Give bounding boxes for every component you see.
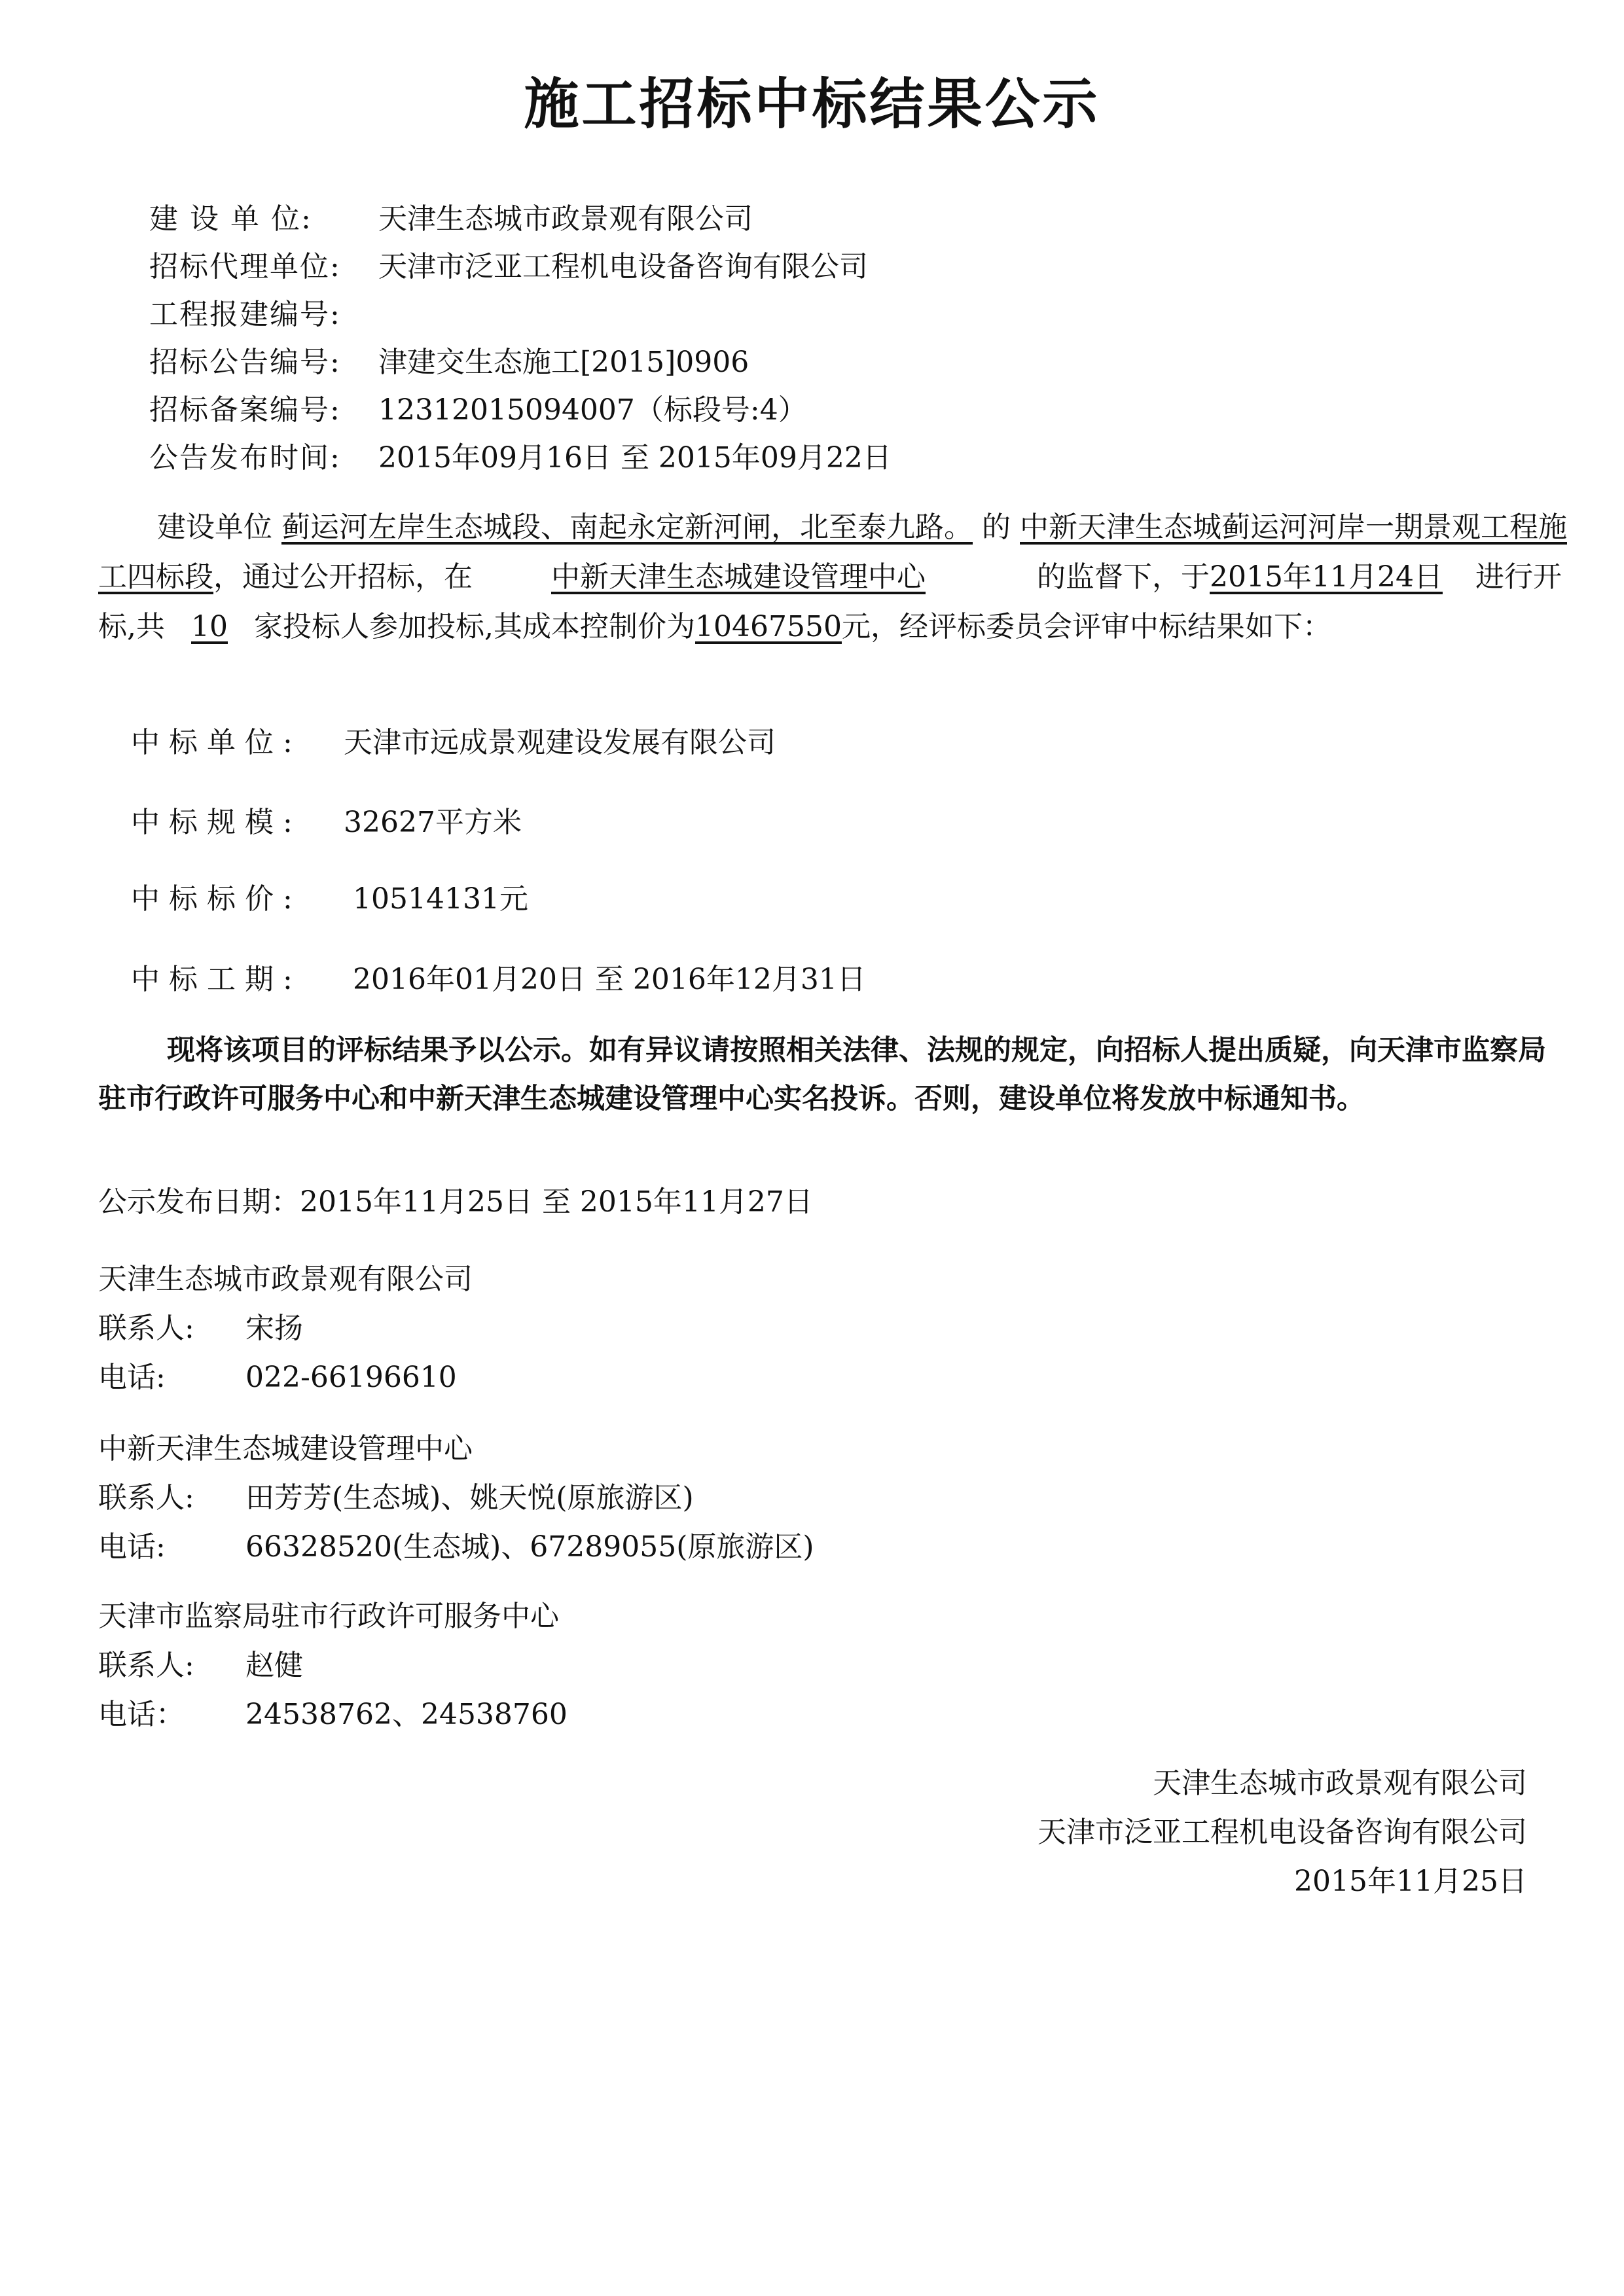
- contact-phone-row: [98, 1691, 568, 1732]
- contact-person: 宋扬: [245, 1312, 303, 1345]
- result-label: 中标标价:: [131, 882, 302, 916]
- result-value: 32627平方米: [344, 806, 522, 839]
- contact-phone: 24538762、24538760: [245, 1698, 568, 1731]
- contact-phone: 022-66196610: [245, 1361, 457, 1394]
- info-row-notice-no: [149, 338, 749, 380]
- result-row-period: [131, 956, 866, 997]
- opening-date: 2015年11月24日: [1210, 560, 1443, 594]
- project-name: 中新天津生态城蓟运河河岸一期景观工程施工四标段: [98, 511, 1567, 594]
- contact-person-label: 联系人:: [98, 1649, 194, 1682]
- text-fragment: 家投标人参加投标,其成本控制价为: [254, 610, 695, 643]
- text-fragment: 的监督下，于: [1037, 560, 1210, 594]
- contact-person-row: [98, 1304, 303, 1346]
- text-fragment: 的: [982, 511, 1011, 544]
- info-value: 12312015094007（标段号:4）: [378, 393, 807, 427]
- contact-org: 天津生态城市政景观有限公司: [98, 1263, 473, 1296]
- result-row-winner: [131, 719, 776, 761]
- contact-phone: 66328520(生态城)、67289055(原旅游区): [245, 1530, 814, 1564]
- contact-phone-row: [98, 1523, 814, 1565]
- result-label: 中标单位:: [131, 726, 302, 759]
- result-value: 10514131元: [344, 882, 528, 916]
- contact-person: 田芳芳(生态城)、姚天悦(原旅游区): [245, 1481, 694, 1515]
- info-row-record-no: [149, 386, 807, 428]
- result-row-scale: [131, 798, 522, 840]
- signature-date: 2015年11月25日: [1294, 1865, 1527, 1898]
- contact-phone-label: 电话:: [98, 1361, 166, 1394]
- info-row-agent: [149, 243, 868, 285]
- supervising-agency: 中新天津生态城建设管理中心: [551, 560, 926, 594]
- info-value: 天津生态城市政景观有限公司: [378, 202, 753, 236]
- info-row-project-no: [149, 291, 378, 332]
- text-fragment: 进行开标,共: [98, 560, 1562, 643]
- contact-org: 中新天津生态城建设管理中心: [98, 1432, 473, 1465]
- contact-person-label: 联系人:: [98, 1312, 194, 1345]
- info-label: 建 设 单 位:: [149, 202, 312, 236]
- text-fragment: ，通过公开招标，在: [213, 560, 473, 594]
- bidder-count: 10: [191, 610, 228, 643]
- text-fragment: 建设单位: [157, 511, 272, 544]
- contact-phone-row: [98, 1354, 457, 1395]
- text-fragment: 元，经评标委员会评审中标结果如下：: [841, 610, 1331, 643]
- info-label: 招标代理单位:: [149, 250, 341, 283]
- page-title: 施工招标中标结果公示: [524, 72, 1100, 136]
- result-label: 中标规模:: [131, 806, 302, 839]
- info-label: 招标公告编号:: [149, 346, 341, 379]
- publish-date: 公示发布日期：2015年11月25日 至 2015年11月27日: [98, 1185, 813, 1219]
- info-label: 招标备案编号:: [149, 393, 341, 427]
- cost-control-price: 10467550: [695, 610, 842, 643]
- contact-person-label: 联系人:: [98, 1481, 194, 1515]
- contact-phone-label: 电话：: [98, 1698, 185, 1731]
- objection-notice: 现将该项目的评标结果予以公示。如有异议请按照相关法律、法规的规定，向招标人提出质疑，向天津市监察局驻市行政许可服务中心和中新天津生态城建设管理中心实名投诉。否则，建设单位将发放中标通知书。: [98, 1034, 1546, 1115]
- intro-paragraph: [98, 503, 1578, 652]
- info-value: 天津市泛亚工程机电设备咨询有限公司: [378, 250, 868, 283]
- contact-phone-label: 电话:: [98, 1530, 166, 1564]
- result-value: 2016年01月20日 至 2016年12月31日: [344, 963, 866, 996]
- info-row-owner: [149, 195, 753, 237]
- result-value: 天津市远成景观建设发展有限公司: [344, 726, 776, 759]
- contact-person-row: [98, 1641, 303, 1683]
- contact-person: 赵健: [245, 1649, 303, 1682]
- info-value: 2015年09月16日 至 2015年09月22日: [378, 441, 892, 475]
- info-label: 公告发布时间:: [149, 441, 341, 475]
- info-label: 工程报建编号:: [149, 298, 341, 331]
- project-location: 蓟运河左岸生态城段、南起永定新河闸，北至泰九路。: [281, 511, 973, 544]
- info-row-publish-time: [149, 434, 892, 476]
- signature-org-owner: 天津生态城市政景观有限公司: [1153, 1767, 1527, 1800]
- contact-org: 天津市监察局驻市行政许可服务中心: [98, 1600, 559, 1633]
- info-value: 津建交生态施工[2015]0906: [378, 346, 749, 379]
- contact-person-row: [98, 1474, 694, 1516]
- signature-org-agent: 天津市泛亚工程机电设备咨询有限公司: [1038, 1816, 1527, 1849]
- result-row-price: [131, 875, 528, 917]
- result-label: 中标工期:: [131, 963, 302, 996]
